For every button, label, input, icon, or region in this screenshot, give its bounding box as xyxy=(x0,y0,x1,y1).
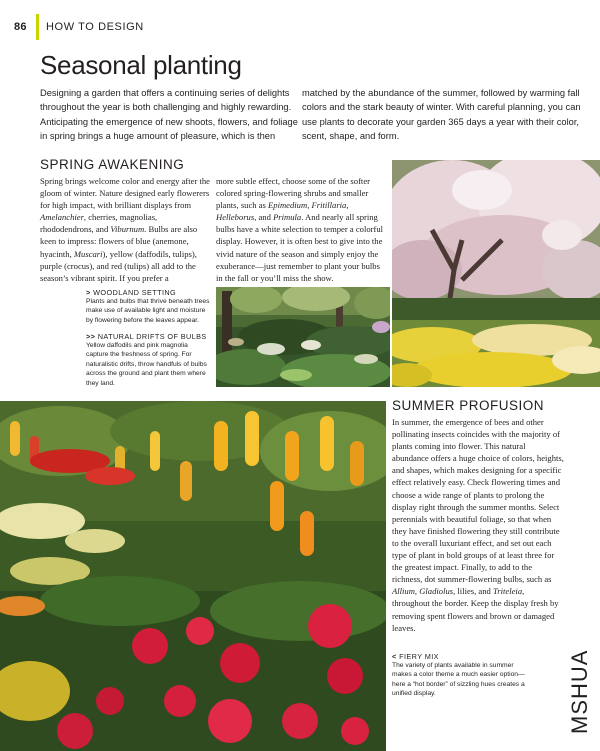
caption-arrow: > xyxy=(86,288,91,297)
caption-body: The variety of plants available in summer makes a color theme a much easier option—here a “hot border” of sizzling hues creates a unified display. xyxy=(392,662,525,698)
text-run: In summer, the emergence of bees and other pollinating insects coincides with the majority of plants coming into flower. This natural abundance offers a huge choice of colors, heights, and shapes, which makes designing for a specific effect relatively easy. Check flowering times and choose a wide range of plants to prolong the display right through the summer months. Select perennials with beautiful foliage, so that when they have finished flowering they still contribute to the overall luxuriant effect, and set out each type of plant in bold groups of at least three for the greatest impact. Finally, to add to the richness, dot summer-flowering bulbs, such as xyxy=(392,417,564,585)
caption-body: Yellow daffodils and pink magnolia capture the freshness of spring. For naturalistic drifts, throw handfuls of bulbs across the ground and plant them where they land. xyxy=(86,342,207,387)
summer-heading: SUMMER PROFUSION xyxy=(392,398,545,413)
spring-heading: SPRING AWAKENING xyxy=(40,157,185,172)
plant-name: Triteleia xyxy=(492,586,523,597)
caption-title: WOODLAND SETTING xyxy=(93,288,177,297)
plant-name: Viburnum xyxy=(110,224,145,235)
plant-name: Allium, Gladiolus, xyxy=(392,586,456,597)
intro-text-right: matched by the abundance of the summer, followed by warming fall colors and the stark beauty of winter. With careful planning, you can use plants to decorate your garden 365 days a year with their color, scent, shape, and form. xyxy=(302,88,581,142)
plant-name: Amelanchier xyxy=(40,212,84,223)
text-run: Spring brings welcome color and energy after the gloom of winter. Nature designed early flowerers for high impact, with brilliant displays from xyxy=(40,176,210,211)
hot-border-photo xyxy=(0,401,386,751)
caption-natural-drifts xyxy=(86,332,212,388)
caption-fiery-mix xyxy=(392,652,532,699)
text-run: , cherries, magnolias, rhododendrons, and xyxy=(40,212,158,235)
text-run: . And nearly all spring bulbs have a white selection to temper a colorful display. However, it is often best to give into the vivid nature of the season and simply enjoy the exuberance—just remember to plant your bulbs in the fall or you’ll miss the show. xyxy=(216,212,384,283)
page-title: Seasonal planting xyxy=(40,50,242,80)
caption-arrow: < xyxy=(392,652,397,661)
spring-body-column-2 xyxy=(216,175,388,284)
text-run: more subtle effect, choose some of the softer colored spring-flowering shrubs and smaller plants, such as xyxy=(216,176,370,211)
plant-name: Muscari xyxy=(73,248,103,259)
section-name: HOW TO DESIGN xyxy=(46,21,144,33)
text-run: ), yellow (daffodils, tulips), purple (crocus), and red (tulips) all add to the season’s vibrant spirit. If you prefer a xyxy=(40,248,197,283)
intro-text-left: Designing a garden that offers a continuing series of delights throughout the year is both challenging and highly rewarding. Anticipating the emergence of new shoots, flowers, and foliage in spring brings a huge amount of pleasure, which is then xyxy=(40,88,298,142)
caption-woodland-setting xyxy=(86,288,212,325)
caption-title: NATURAL DRIFTS OF BULBS xyxy=(97,332,207,341)
magnolia-daffodils-photo xyxy=(392,160,600,387)
caption-title: FIERY MIX xyxy=(399,652,439,661)
header-accent-bar xyxy=(36,14,39,40)
woodland-setting-photo xyxy=(216,287,390,387)
spring-body-column-1 xyxy=(40,175,212,284)
text-run: , throughout the border. Keep the display fresh by removing spent flowers and brown or damaged leaves. xyxy=(392,586,559,633)
text-run: lilies, and xyxy=(455,586,493,597)
plant-name: Epimedium, Fritillaria, Helleborus, xyxy=(216,200,349,223)
watermark xyxy=(559,638,599,738)
caption-body: Plants and bulbs that thrive beneath trees make use of available light and moisture by flowering before the leaves appear. xyxy=(86,298,210,324)
caption-arrow: >> xyxy=(86,332,96,341)
page-number: 86 xyxy=(14,21,27,33)
text-run: and xyxy=(256,212,274,223)
text-run: . Bulbs are also keen to impress: flowers of blue (anemone, hyacinth, xyxy=(40,224,198,259)
summer-body-text xyxy=(392,416,564,634)
watermark-text: MSHUA xyxy=(567,649,592,734)
plant-name: Primula xyxy=(273,212,302,223)
